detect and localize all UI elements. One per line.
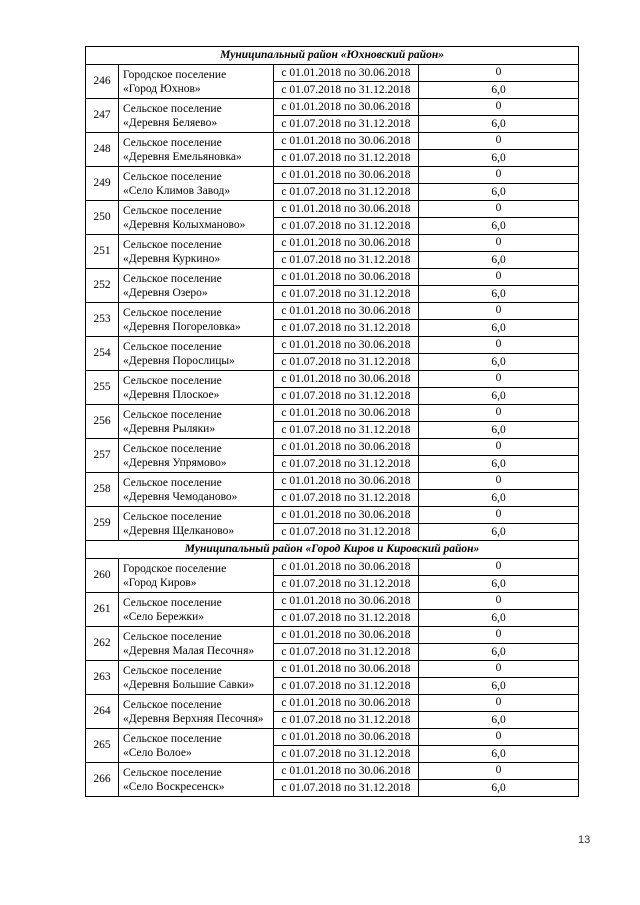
period-cell: с 01.01.2018 по 30.06.2018	[274, 763, 419, 780]
period-cell: с 01.07.2018 по 31.12.2018	[274, 218, 419, 235]
rate-cell: 6,0	[419, 286, 579, 303]
rate-cell: 6,0	[419, 490, 579, 507]
period-cell: с 01.01.2018 по 30.06.2018	[274, 269, 419, 286]
municipality-title: «Деревня Плоское»	[123, 388, 220, 401]
period-cell: с 01.07.2018 по 31.12.2018	[274, 252, 419, 269]
row-number: 250	[86, 201, 119, 235]
period-cell: с 01.01.2018 по 30.06.2018	[274, 439, 419, 456]
rate-cell: 0	[419, 593, 579, 610]
period-cell: с 01.07.2018 по 31.12.2018	[274, 116, 419, 133]
section-title: Муниципальный район «Юхновский район»	[86, 47, 579, 65]
period-cell: с 01.01.2018 по 30.06.2018	[274, 99, 419, 116]
municipality-type: Сельское поселение	[123, 442, 222, 455]
municipality-type: Сельское поселение	[123, 374, 222, 387]
period-cell: с 01.07.2018 по 31.12.2018	[274, 610, 419, 627]
municipality-type: Городское поселение	[123, 562, 227, 575]
municipality-type: Сельское поселение	[123, 272, 222, 285]
rate-cell: 0	[419, 269, 579, 286]
row-number: 251	[86, 235, 119, 269]
table-row	[86, 473, 579, 490]
municipality-title: «Деревня Колыхманово»	[123, 218, 246, 231]
row-number: 263	[86, 661, 119, 695]
row-number: 254	[86, 337, 119, 371]
municipality-name	[119, 729, 274, 763]
period-cell: с 01.01.2018 по 30.06.2018	[274, 65, 419, 82]
municipality-title: «Деревня Чемоданово»	[123, 490, 238, 503]
rate-cell: 0	[419, 371, 579, 388]
period-cell: с 01.01.2018 по 30.06.2018	[274, 473, 419, 490]
table-row	[86, 405, 579, 422]
rate-cell: 0	[419, 763, 579, 780]
municipality-title: «Село Климов Завод»	[123, 184, 231, 197]
row-number: 252	[86, 269, 119, 303]
period-cell: с 01.07.2018 по 31.12.2018	[274, 388, 419, 405]
municipality-type: Сельское поселение	[123, 170, 222, 183]
period-cell: с 01.01.2018 по 30.06.2018	[274, 405, 419, 422]
rate-cell: 6,0	[419, 610, 579, 627]
municipality-title: «Деревня Большие Савки»	[123, 678, 255, 691]
period-cell: с 01.07.2018 по 31.12.2018	[274, 678, 419, 695]
municipality-type: Сельское поселение	[123, 510, 222, 523]
rate-cell: 6,0	[419, 712, 579, 729]
rate-cell: 6,0	[419, 746, 579, 763]
municipality-name	[119, 201, 274, 235]
table-body	[86, 47, 579, 797]
section-header-row	[86, 47, 579, 65]
row-number: 256	[86, 405, 119, 439]
period-cell: с 01.07.2018 по 31.12.2018	[274, 780, 419, 797]
period-cell: с 01.07.2018 по 31.12.2018	[274, 422, 419, 439]
row-number: 248	[86, 133, 119, 167]
rate-cell: 0	[419, 303, 579, 320]
period-cell: с 01.01.2018 по 30.06.2018	[274, 371, 419, 388]
period-cell: с 01.01.2018 по 30.06.2018	[274, 729, 419, 746]
rate-cell: 0	[419, 133, 579, 150]
municipality-type: Сельское поселение	[123, 408, 222, 421]
rate-cell: 6,0	[419, 678, 579, 695]
municipality-name	[119, 167, 274, 201]
period-cell: с 01.07.2018 по 31.12.2018	[274, 746, 419, 763]
section-title: Муниципальный район «Город Киров и Кировский район»	[86, 541, 579, 559]
municipality-name	[119, 371, 274, 405]
municipality-name	[119, 695, 274, 729]
municipality-name	[119, 337, 274, 371]
period-cell: с 01.01.2018 по 30.06.2018	[274, 337, 419, 354]
period-cell: с 01.07.2018 по 31.12.2018	[274, 354, 419, 371]
municipality-name	[119, 763, 274, 797]
municipality-title: «Деревня Верхняя Песочня»	[123, 712, 264, 725]
municipality-title: «Деревня Рыляки»	[123, 422, 216, 435]
municipality-name	[119, 661, 274, 695]
rate-cell: 6,0	[419, 116, 579, 133]
table-row	[86, 337, 579, 354]
period-cell: с 01.07.2018 по 31.12.2018	[274, 644, 419, 661]
row-number: 257	[86, 439, 119, 473]
period-cell: с 01.01.2018 по 30.06.2018	[274, 235, 419, 252]
table-row	[86, 133, 579, 150]
rate-cell: 0	[419, 695, 579, 712]
rate-cell: 6,0	[419, 252, 579, 269]
rate-cell: 6,0	[419, 218, 579, 235]
row-number: 261	[86, 593, 119, 627]
rate-cell: 0	[419, 99, 579, 116]
rate-cell: 0	[419, 507, 579, 524]
municipality-title: «Деревня Щелканово»	[123, 524, 235, 537]
rate-cell: 0	[419, 167, 579, 184]
municipality-type: Сельское поселение	[123, 476, 222, 489]
row-number: 258	[86, 473, 119, 507]
table-row	[86, 371, 579, 388]
municipality-name	[119, 269, 274, 303]
rate-cell: 6,0	[419, 354, 579, 371]
table-row	[86, 593, 579, 610]
table-row	[86, 695, 579, 712]
rate-cell: 0	[419, 661, 579, 678]
rate-cell: 0	[419, 729, 579, 746]
rate-cell: 6,0	[419, 780, 579, 797]
rate-cell: 0	[419, 473, 579, 490]
rate-cell: 6,0	[419, 524, 579, 541]
municipality-name	[119, 627, 274, 661]
rate-cell: 6,0	[419, 388, 579, 405]
rate-cell: 0	[419, 405, 579, 422]
rate-cell: 6,0	[419, 456, 579, 473]
page-number: 13	[578, 834, 591, 846]
table-row	[86, 201, 579, 218]
row-number: 249	[86, 167, 119, 201]
table-row	[86, 269, 579, 286]
rate-cell: 6,0	[419, 422, 579, 439]
municipality-title: «Деревня Упрямово»	[123, 456, 227, 469]
municipality-type: Сельское поселение	[123, 664, 222, 677]
table-row	[86, 627, 579, 644]
municipality-type: Сельское поселение	[123, 102, 222, 115]
table-row	[86, 661, 579, 678]
row-number: 262	[86, 627, 119, 661]
municipality-name	[119, 593, 274, 627]
table-row	[86, 507, 579, 524]
municipality-title: «Город Киров»	[123, 576, 197, 589]
table-row	[86, 439, 579, 456]
rate-cell: 6,0	[419, 150, 579, 167]
municipality-type: Сельское поселение	[123, 630, 222, 643]
period-cell: с 01.07.2018 по 31.12.2018	[274, 184, 419, 201]
period-cell: с 01.07.2018 по 31.12.2018	[274, 150, 419, 167]
period-cell: с 01.01.2018 по 30.06.2018	[274, 167, 419, 184]
period-cell: с 01.01.2018 по 30.06.2018	[274, 661, 419, 678]
municipality-name	[119, 303, 274, 337]
row-number: 264	[86, 695, 119, 729]
rate-cell: 6,0	[419, 82, 579, 99]
municipality-type: Сельское поселение	[123, 596, 222, 609]
municipality-name	[119, 439, 274, 473]
rate-cell: 6,0	[419, 184, 579, 201]
municipality-title: «Деревня Озеро»	[123, 286, 208, 299]
period-cell: с 01.07.2018 по 31.12.2018	[274, 490, 419, 507]
period-cell: с 01.07.2018 по 31.12.2018	[274, 576, 419, 593]
municipality-name	[119, 65, 274, 99]
row-number: 253	[86, 303, 119, 337]
municipality-name	[119, 235, 274, 269]
table-row	[86, 167, 579, 184]
period-cell: с 01.07.2018 по 31.12.2018	[274, 320, 419, 337]
tariff-table	[85, 46, 579, 797]
period-cell: с 01.01.2018 по 30.06.2018	[274, 201, 419, 218]
table-row	[86, 763, 579, 780]
period-cell: с 01.01.2018 по 30.06.2018	[274, 627, 419, 644]
period-cell: с 01.07.2018 по 31.12.2018	[274, 524, 419, 541]
rate-cell: 0	[419, 337, 579, 354]
municipality-type: Сельское поселение	[123, 204, 222, 217]
period-cell: с 01.07.2018 по 31.12.2018	[274, 712, 419, 729]
municipality-title: «Село Волое»	[123, 746, 192, 759]
table-row	[86, 65, 579, 82]
table-row	[86, 235, 579, 252]
municipality-title: «Деревня Порослицы»	[123, 354, 235, 367]
rate-cell: 6,0	[419, 320, 579, 337]
period-cell: с 01.01.2018 по 30.06.2018	[274, 695, 419, 712]
period-cell: с 01.01.2018 по 30.06.2018	[274, 507, 419, 524]
municipality-title: «Село Бережки»	[123, 610, 205, 623]
municipality-title: «Деревня Малая Песочня»	[123, 644, 255, 657]
municipality-name	[119, 473, 274, 507]
rate-cell: 0	[419, 65, 579, 82]
rate-cell: 6,0	[419, 576, 579, 593]
municipality-title: «Деревня Беляево»	[123, 116, 218, 129]
row-number: 246	[86, 65, 119, 99]
table-row	[86, 303, 579, 320]
rate-cell: 0	[419, 559, 579, 576]
municipality-title: «Деревня Емельяновка»	[123, 150, 242, 163]
municipality-type: Сельское поселение	[123, 698, 222, 711]
period-cell: с 01.01.2018 по 30.06.2018	[274, 593, 419, 610]
period-cell: с 01.07.2018 по 31.12.2018	[274, 82, 419, 99]
row-number: 247	[86, 99, 119, 133]
municipality-name	[119, 559, 274, 593]
row-number: 266	[86, 763, 119, 797]
period-cell: с 01.07.2018 по 31.12.2018	[274, 286, 419, 303]
period-cell: с 01.01.2018 по 30.06.2018	[274, 133, 419, 150]
table-row	[86, 729, 579, 746]
row-number: 260	[86, 559, 119, 593]
municipality-name	[119, 405, 274, 439]
table-row	[86, 99, 579, 116]
rate-cell: 0	[419, 201, 579, 218]
municipality-title: «Деревня Погореловка»	[123, 320, 241, 333]
municipality-title: «Деревня Куркино»	[123, 252, 221, 265]
municipality-type: Сельское поселение	[123, 766, 222, 779]
period-cell: с 01.07.2018 по 31.12.2018	[274, 456, 419, 473]
period-cell: с 01.01.2018 по 30.06.2018	[274, 303, 419, 320]
municipality-title: «Город Юхнов»	[123, 82, 201, 95]
municipality-type: Сельское поселение	[123, 732, 222, 745]
municipality-type: Городское поселение	[123, 68, 227, 81]
row-number: 255	[86, 371, 119, 405]
municipality-type: Сельское поселение	[123, 306, 222, 319]
rate-cell: 0	[419, 439, 579, 456]
municipality-type: Сельское поселение	[123, 340, 222, 353]
rate-cell: 0	[419, 627, 579, 644]
municipality-title: «Село Воскресенск»	[123, 780, 225, 793]
municipality-name	[119, 507, 274, 541]
row-number: 265	[86, 729, 119, 763]
table-row	[86, 559, 579, 576]
rate-cell: 6,0	[419, 644, 579, 661]
municipality-name	[119, 99, 274, 133]
period-cell: с 01.01.2018 по 30.06.2018	[274, 559, 419, 576]
municipality-name	[119, 133, 274, 167]
municipality-type: Сельское поселение	[123, 136, 222, 149]
rate-cell: 0	[419, 235, 579, 252]
row-number: 259	[86, 507, 119, 541]
section-header-row	[86, 541, 579, 559]
municipality-type: Сельское поселение	[123, 238, 222, 251]
